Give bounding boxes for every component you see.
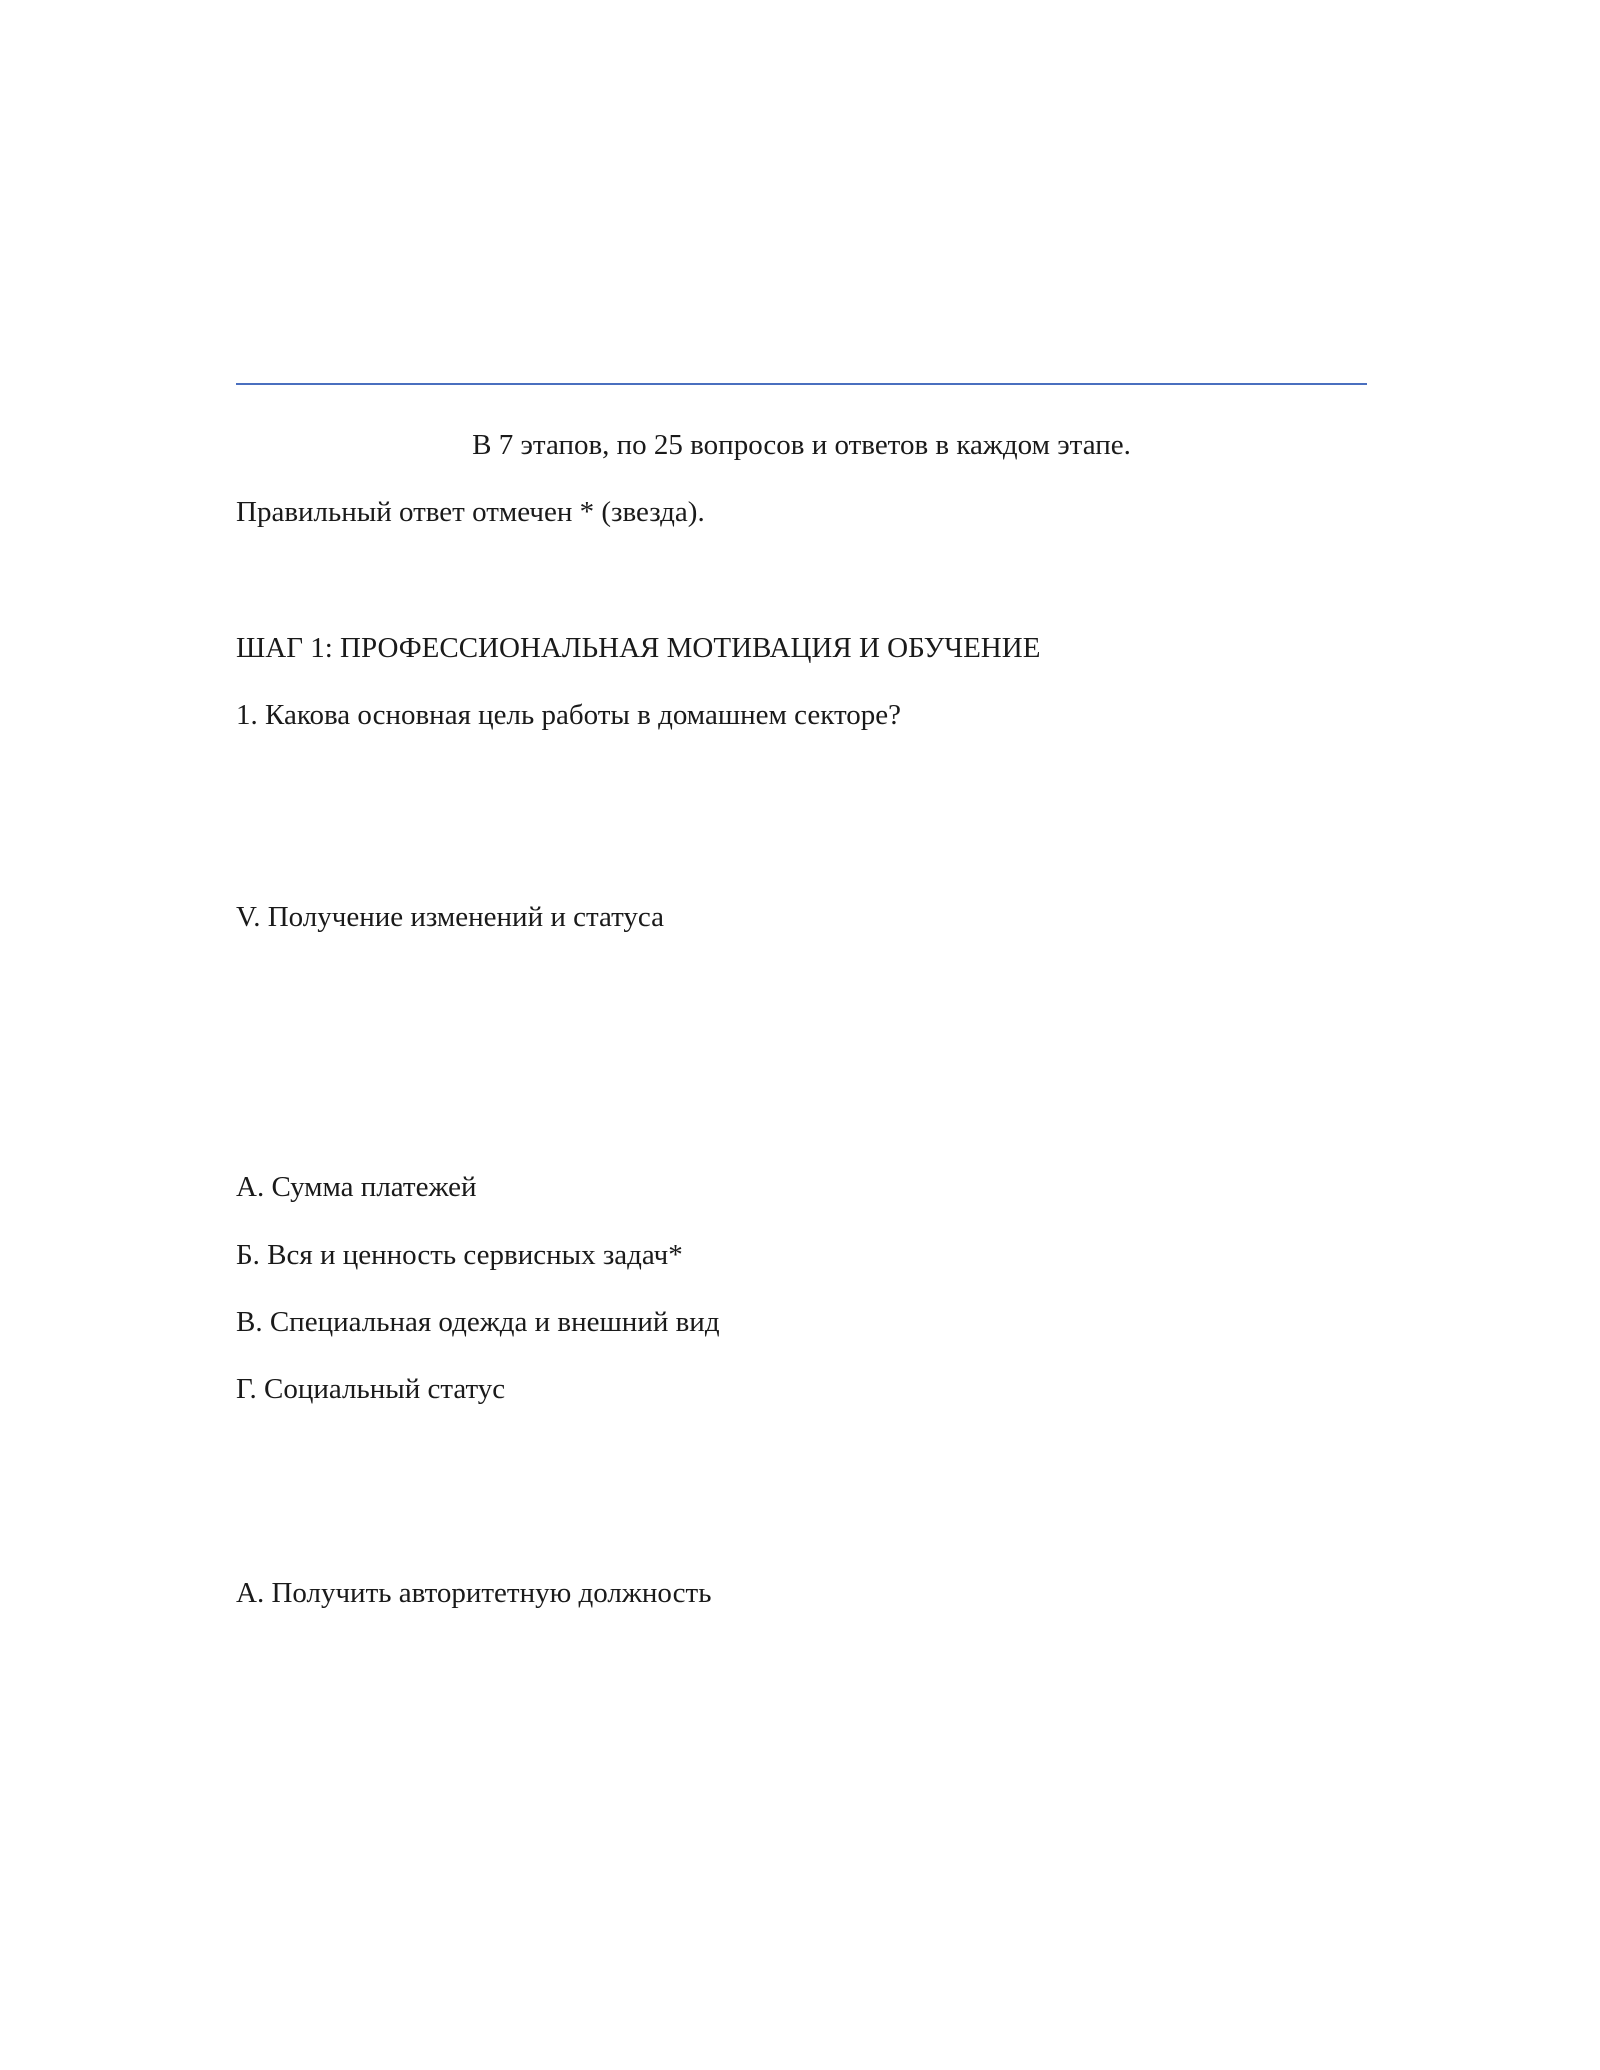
intro-text: В 7 этапов, по 25 вопросов и ответов в каждом этапе. bbox=[472, 429, 1131, 461]
header-rule bbox=[236, 383, 1367, 385]
answer-option: V. Получение изменений и статуса bbox=[236, 901, 665, 933]
question-text: 1. Какова основная цель работы в домашнем секторе? bbox=[236, 699, 901, 731]
answer-option: Б. Вся и ценность сервисных задач* bbox=[236, 1239, 683, 1271]
answer-option: Г. Социальный статус bbox=[236, 1373, 506, 1405]
answer-option: А. Получить авторитетную должность bbox=[236, 1577, 712, 1609]
note-text: Правильный ответ отмечен * (звезда). bbox=[236, 496, 705, 528]
step-heading: ШАГ 1: ПРОФЕССИОНАЛЬНАЯ МОТИВАЦИЯ И ОБУЧЕНИЕ bbox=[236, 632, 1041, 664]
answer-option: В. Специальная одежда и внешний вид bbox=[236, 1306, 720, 1338]
answer-option: А. Сумма платежей bbox=[236, 1171, 477, 1203]
